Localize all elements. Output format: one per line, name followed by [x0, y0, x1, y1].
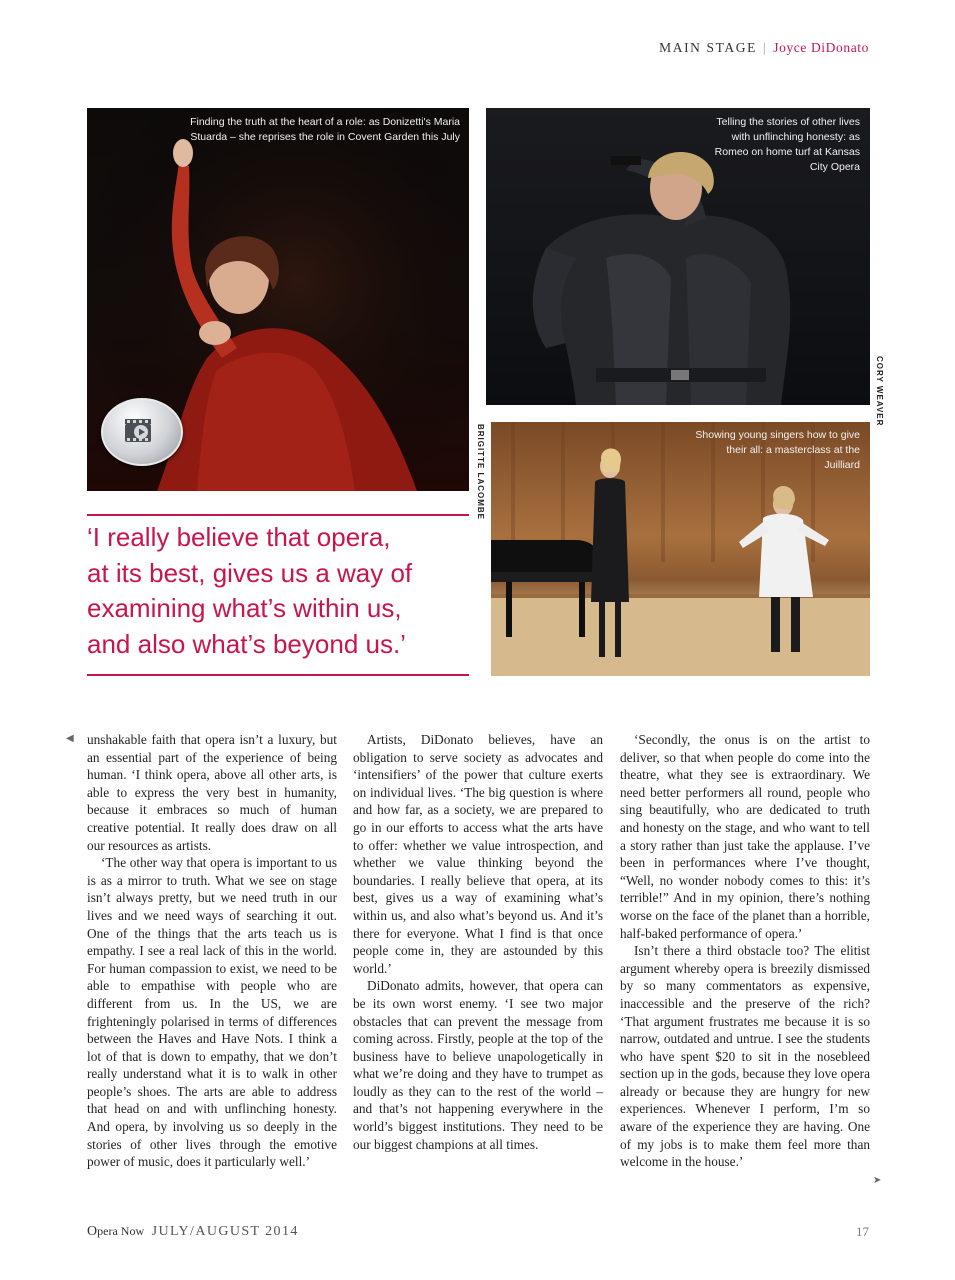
body-paragraph: Artists, DiDonato believes, have an obligation to serve society as advocates and ‘intensifiers’ of the power that culture exerts on individual lives. ‘The big question is where and how far, as a society, we are prepared to go in our efforts to access what the arts have to offer: whether we value introspection, and whether we value thinking beyond the boundaries. I really believe that opera, at its best, gives us a way of examining what’s within us, and also what’s beyond us. And it’s there for everyone. What I find is that once people come in, they are astounded by this world.’	[353, 732, 603, 976]
body-paragraph: ‘The other way that opera is important to us is as a mirror to truth. What we see on stage isn’t always pretty, but we need truth in our lives and we need ways of searching it out. One of the things that the arts teach us is empathy. I see a real lack of this in the world. For human compassion to exist, we need to be able to empathise with people who are different from us. In the US, we are frighteningly polarised in terms of differences between the Haves and Have Nots. I think a lot of that is down to empathy, that we don’t really understand what it is to walk in other people’s shoes. The arts are able to address that head on and with unflinching honesty. And opera, by involving us so deeply in the stories of other lives through the emotive power of music, does it particularly well.’	[87, 855, 337, 1170]
caption-romeo: Telling the stories of other lives with unflinching honesty: as Romeo on home turf at Kansas City Opera	[714, 116, 860, 173]
body-paragraph: DiDonato admits, however, that opera can be its own worst enemy. ‘I see two major obstacles that can prevent the message from coming across. Firstly, people at the top of the business have to believe unapologetically in what we’re doing and they have to trumpet as loudly as they can to the rest of the world – and that’s not happening everywhere in the world’s biggest institutions. They need to be our biggest champions at all times.	[353, 978, 603, 1152]
pull-quote-rule-top	[87, 514, 469, 516]
pull-quote-rule-bottom	[87, 674, 469, 676]
magazine-initial: O	[87, 1224, 98, 1239]
issue-date: JULY/AUGUST 2014	[151, 1224, 299, 1239]
pull-quote-line: examining what’s within us,	[87, 593, 402, 623]
header-separator: |	[762, 40, 768, 55]
body-column-1	[87, 731, 337, 1171]
video-play-button[interactable]	[101, 398, 183, 466]
pull-quote-line: and also what’s beyond us.’	[87, 628, 406, 659]
continues-arrow-icon: ➤	[873, 1175, 882, 1186]
pull-quote	[87, 520, 477, 662]
page-number: 17	[856, 1224, 869, 1239]
subject-name: Joyce DiDonato	[773, 40, 869, 55]
caption-masterclass: Showing young singers how to give their all: a masterclass at the Juilliard	[695, 429, 860, 471]
pull-quote-line: ‘I really believe that opera,	[87, 522, 391, 552]
body-paragraph: Isn’t there a third obstacle too? The elitist argument whereby opera is breezily dismissed by so many commentators as expensive, inaccessible and the preserve of the rich? ‘That argument frustrates me because it is so narrow, outdated and untrue. I see the students who have spent $20 to sit in the nosebleed section up in the gods, because they love opera already or because they are hungry for new experiences. Whenever I perform, I’m so aware of the experience they are having. One of my jobs is to make them feel more than welcome in the house.’	[620, 943, 870, 1170]
footer-magazine	[87, 1224, 299, 1240]
pull-quote-line: at its best, gives us a way of	[87, 557, 413, 588]
photo-credit-lacombe: BRIGITTE LACOMBE	[476, 424, 485, 520]
photo-romeo	[486, 108, 870, 405]
running-header	[659, 40, 869, 56]
section-label: MAIN STAGE	[659, 40, 757, 55]
video-play-icon	[124, 418, 158, 444]
continued-arrow-icon: ◀	[66, 733, 74, 744]
body-column-2	[353, 731, 603, 1153]
photo-credit-weaver: CORY WEAVER	[875, 356, 884, 427]
body-paragraph: unshakable faith that opera isn’t a luxury, but an essential part of the experience of being human. ‘I think opera, above all other arts, is able to express the very best in humanity, because it embraces so much of human creative potential. It really does draw on all our resources as artists.	[87, 732, 337, 853]
caption-stuarda: Finding the truth at the heart of a role: as Donizetti's Maria Stuarda – she reprises the role in Covent Garden this July	[190, 116, 460, 143]
body-paragraph: ‘Secondly, the onus is on the artist to deliver, so that when people do come into the theatre, what they see is extraordinary. We need better performers all round, people who sing beautifully, who are dedicated to truth and honesty on the stage, and who want to tell a story rather than just take the applause. I’ve been in performances where I’ve thought, “Well, no wonder nobody comes to this: it’s terrible!” And in my opinion, there’s nothing worse on the face of the planet than a horrible, half-baked performance of opera.’	[620, 732, 870, 941]
magazine-name: pera Now	[97, 1224, 145, 1238]
body-column-3	[620, 731, 870, 1171]
photo-masterclass	[491, 422, 870, 676]
